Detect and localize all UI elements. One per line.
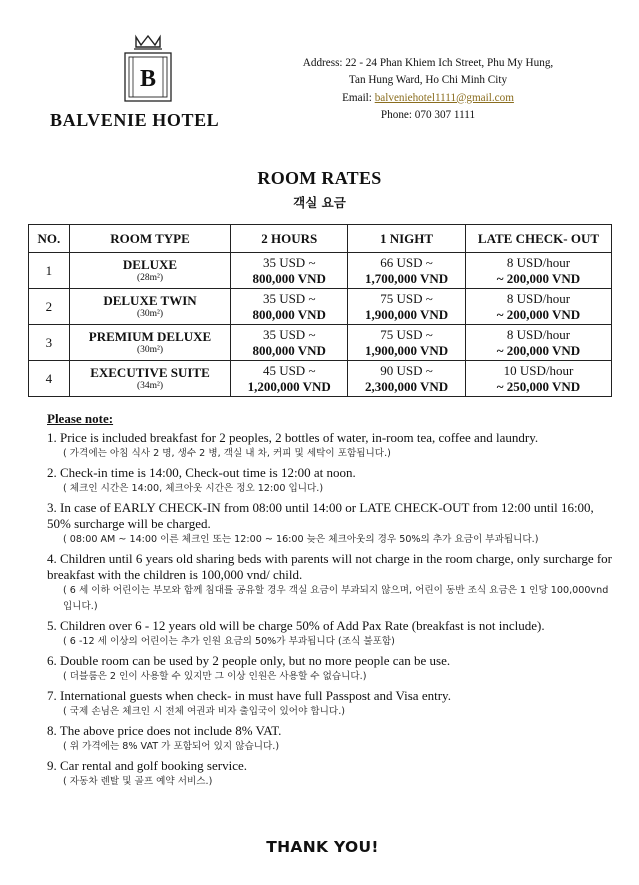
header-no: NO. xyxy=(29,225,70,253)
note-text-en: 6. Double room can be used by 2 people only, but no more people can be use. xyxy=(47,653,451,668)
note-text-ko: ( 더블룸은 2 인이 사용할 수 있지만 그 이상 인원은 사용할 수 없습니다.) xyxy=(63,671,367,682)
note-text-en: 9. Car rental and golf booking service. xyxy=(47,758,247,773)
price-vnd: ~ 200,000 VND xyxy=(496,342,581,358)
note-text-en: 8. The above price does not include 8% VAT. xyxy=(47,723,282,738)
two-hours-cell xyxy=(231,253,348,289)
room-type-name: DELUXE xyxy=(122,257,178,272)
row-number: 1 xyxy=(29,253,70,289)
two-hours-cell xyxy=(231,325,348,361)
note-item xyxy=(47,430,617,462)
table-row xyxy=(29,289,612,325)
room-type-name: EXECUTIVE SUITE xyxy=(90,365,210,380)
notes-section xyxy=(47,411,617,793)
thank-you-text: THANK YOU! xyxy=(266,838,379,856)
hotel-name: BALVENIE HOTEL xyxy=(50,110,220,130)
room-type-cell xyxy=(69,253,231,289)
price-usd: 35 USD ~ xyxy=(262,254,316,270)
room-size: (30m²) xyxy=(136,309,164,319)
price-usd: 8 USD/hour xyxy=(506,290,571,306)
price-vnd: 800,000 VND xyxy=(252,306,326,322)
row-number: 3 xyxy=(29,325,70,361)
header-late-checkout: LATE CHECK- OUT xyxy=(465,225,611,253)
price-usd: 8 USD/hour xyxy=(506,326,571,342)
note-text-en: 4. Children until 6 years old sharing beds with parents will not charge in the room charge, only surcharge for breakfast with the children is 100,000 vnd/ child. xyxy=(47,551,613,582)
header-room-type: ROOM TYPE xyxy=(69,225,231,253)
note-text-ko: ( 6 -12 세 이상의 어린이는 추가 인원 요금의 50%가 부과됩니다 (조식 불포함) xyxy=(63,636,395,647)
svg-text:B: B xyxy=(139,66,157,92)
note-text-ko: ( 08:00 AM ~ 14:00 이른 체크인 또는 12:00 ~ 16:00 늦은 체크아웃의 경우 50%의 추가 요금이 부과됩니다.) xyxy=(63,534,539,545)
note-text-ko: ( 위 가격에는 8% VAT 가 포함되어 있지 않습니다.) xyxy=(63,741,280,752)
table-row xyxy=(29,325,612,361)
note-item xyxy=(47,465,617,497)
late-checkout-cell xyxy=(465,325,611,361)
price-usd: 45 USD ~ xyxy=(262,362,316,378)
room-type-cell xyxy=(69,325,231,361)
price-vnd: ~ 200,000 VND xyxy=(496,270,581,286)
note-text-en: 2. Check-in time is 14:00, Check-out time is 12:00 at noon. xyxy=(47,465,356,480)
note-text-en: 5. Children over 6 - 12 years old will be charge 50% of Add Pax Rate (breakfast is not include). xyxy=(47,618,545,633)
address-line-1: Address: 22 - 24 Phan Khiem Ich Street, Phu My Hung, xyxy=(302,57,554,69)
note-item xyxy=(47,723,617,755)
room-size: (34m²) xyxy=(136,381,164,391)
price-usd: 66 USD ~ xyxy=(380,254,433,270)
note-text-ko: ( 자동차 렌탈 및 골프 예약 서비스.) xyxy=(63,776,213,787)
hotel-crest-icon xyxy=(119,34,177,104)
price-vnd: ~ 250,000 VND xyxy=(496,378,581,394)
phone-line: Phone: 070 307 1111 xyxy=(380,108,476,121)
price-usd: 10 USD/hour xyxy=(503,362,574,378)
note-text-en: 3. In case of EARLY CHECK-IN from 08:00 until 14:00 or LATE CHECK-OUT from 12:00 until 16:00, 50% surcharge will be charged. xyxy=(47,500,594,531)
note-text-en: 1. Price is included breakfast for 2 peoples, 2 bottles of water, in-room tea, coffee and laundry. xyxy=(47,430,539,445)
room-size: (28m²) xyxy=(136,273,164,283)
contact-block xyxy=(282,55,574,124)
note-item xyxy=(47,618,617,650)
table-row xyxy=(29,361,612,397)
one-night-cell xyxy=(348,325,466,361)
room-type-cell xyxy=(69,289,231,325)
price-vnd: 2,300,000 VND xyxy=(364,378,449,394)
notes-heading: Please note: xyxy=(47,411,114,426)
address-line-2: Tan Hung Ward, Ho Chi Minh City xyxy=(348,74,508,87)
room-type-name: PREMIUM DELUXE xyxy=(88,329,212,344)
one-night-cell xyxy=(348,253,466,289)
table-row xyxy=(29,253,612,289)
price-usd: 35 USD ~ xyxy=(262,326,316,342)
late-checkout-cell xyxy=(465,253,611,289)
late-checkout-cell xyxy=(465,361,611,397)
page-subtitle: 객실 요금 xyxy=(293,195,346,210)
note-item xyxy=(47,551,617,615)
header-2-hours: 2 HOURS xyxy=(231,225,348,253)
price-usd: 75 USD ~ xyxy=(380,290,433,306)
note-item xyxy=(47,688,617,720)
page-title: ROOM RATES xyxy=(257,168,382,188)
price-vnd: 800,000 VND xyxy=(252,270,326,286)
hotel-logo xyxy=(48,34,248,134)
room-size: (30m²) xyxy=(136,345,164,355)
header-1-night: 1 NIGHT xyxy=(348,225,466,253)
note-text-ko: ( 6 세 이하 어린이는 부모와 함께 침대를 공유할 경우 객실 요금이 부과되지 않으며, 어린이 동반 조식 요금은 1 인당 100,000vnd 입니다.) xyxy=(63,585,609,612)
late-checkout-cell xyxy=(465,289,611,325)
price-vnd: 800,000 VND xyxy=(252,342,326,358)
note-text-en: 7. International guests when check- in must have full Passpost and Visa entry. xyxy=(47,688,451,703)
price-usd: 35 USD ~ xyxy=(262,290,316,306)
one-night-cell xyxy=(348,289,466,325)
note-text-ko: ( 가격에는 아침 식사 2 명, 생수 2 병, 객실 내 차, 커피 및 세탁이 포함됩니다.) xyxy=(63,448,391,459)
note-text-ko: ( 체크인 시간은 14:00, 체크아웃 시간은 정오 12:00 입니다.) xyxy=(63,483,324,494)
two-hours-cell xyxy=(231,361,348,397)
note-item xyxy=(47,500,617,548)
price-vnd: 1,200,000 VND xyxy=(247,378,331,394)
row-number: 2 xyxy=(29,289,70,325)
price-vnd: 1,700,000 VND xyxy=(364,270,449,286)
price-usd: 90 USD ~ xyxy=(380,362,433,378)
row-number: 4 xyxy=(29,361,70,397)
one-night-cell xyxy=(348,361,466,397)
note-text-ko: ( 국제 손님은 체크인 시 전체 여권과 비자 출입국이 있어야 합니다.) xyxy=(63,706,345,717)
room-type-cell xyxy=(69,361,231,397)
price-vnd: 1,900,000 VND xyxy=(364,342,449,358)
room-type-name: DELUXE TWIN xyxy=(103,293,197,308)
price-vnd: 1,900,000 VND xyxy=(364,306,449,322)
two-hours-cell xyxy=(231,289,348,325)
table-header-row xyxy=(29,225,612,253)
price-usd: 75 USD ~ xyxy=(380,326,433,342)
price-usd: 8 USD/hour xyxy=(506,254,571,270)
room-rates-table xyxy=(28,224,612,397)
note-item xyxy=(47,653,617,685)
email-line xyxy=(282,90,574,107)
note-item xyxy=(47,758,617,790)
email-label: Email: xyxy=(342,91,372,104)
price-vnd: ~ 200,000 VND xyxy=(496,306,581,322)
email-link[interactable]: balveniehotel1111@gmail.com xyxy=(374,91,514,104)
